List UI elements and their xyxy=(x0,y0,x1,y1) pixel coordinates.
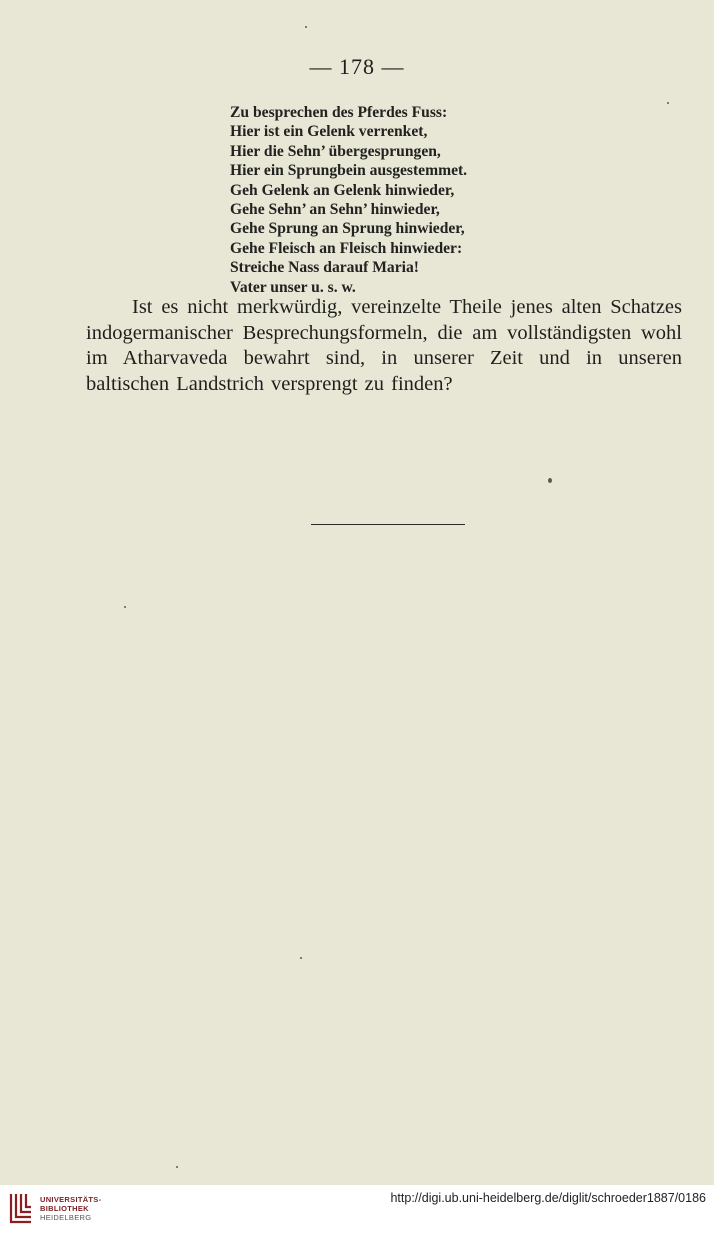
viewer-footer xyxy=(0,1185,714,1235)
library-city: HEIDELBERG xyxy=(40,1213,92,1222)
print-speck xyxy=(305,26,307,28)
print-speck xyxy=(124,606,126,608)
page-number: — 178 — xyxy=(309,54,405,79)
print-speck xyxy=(667,102,669,104)
print-speck xyxy=(300,957,302,959)
library-name xyxy=(40,1195,101,1222)
verse-line: Zu besprechen des Pferdes Fuss: xyxy=(230,104,448,121)
print-speck xyxy=(176,1166,178,1168)
library-name-line: BIBLIOTHEK xyxy=(40,1204,89,1213)
verse-line: Gehe Fleisch an Fleisch hinwieder: xyxy=(230,239,463,257)
library-name-line: UNIVERSITÄTS- xyxy=(40,1195,102,1204)
verse-line: Geh Gelenk an Gelenk hinwieder, xyxy=(230,181,455,199)
verse-line: Gehe Sehn’ an Sehn’ hinwieder, xyxy=(230,201,440,219)
verse-line: Hier ist ein Gelenk verrenket, xyxy=(230,123,428,141)
verse-line: Streiche Nass darauf Maria! xyxy=(230,259,419,277)
permalink-url[interactable]: http://digi.ub.uni-heidelberg.de/diglit/schroeder1887/0186 xyxy=(390,1191,706,1205)
library-seal-icon xyxy=(8,1191,34,1225)
section-divider xyxy=(311,524,465,525)
print-speck xyxy=(548,478,552,483)
verse-line: Vater unser u. s. w. xyxy=(230,278,356,296)
body-paragraph: Ist es nicht merkwürdig, vereinzelte Theile jenes alten Schatzes indogermanischer Besprechungsformeln, die am vollständigsten wohl im Atharvaveda bewahrt sind, in unserer Zeit und in unseren baltischen Landstrich versprengt zu finden? xyxy=(86,296,682,395)
verse-line: Hier ein Sprungbein ausgestemmet. xyxy=(230,162,468,180)
verse-block xyxy=(230,103,560,297)
verse-line: Hier die Sehn’ übergesprungen, xyxy=(230,142,441,160)
verse-line: Gehe Sprung an Sprung hinwieder, xyxy=(230,220,465,238)
